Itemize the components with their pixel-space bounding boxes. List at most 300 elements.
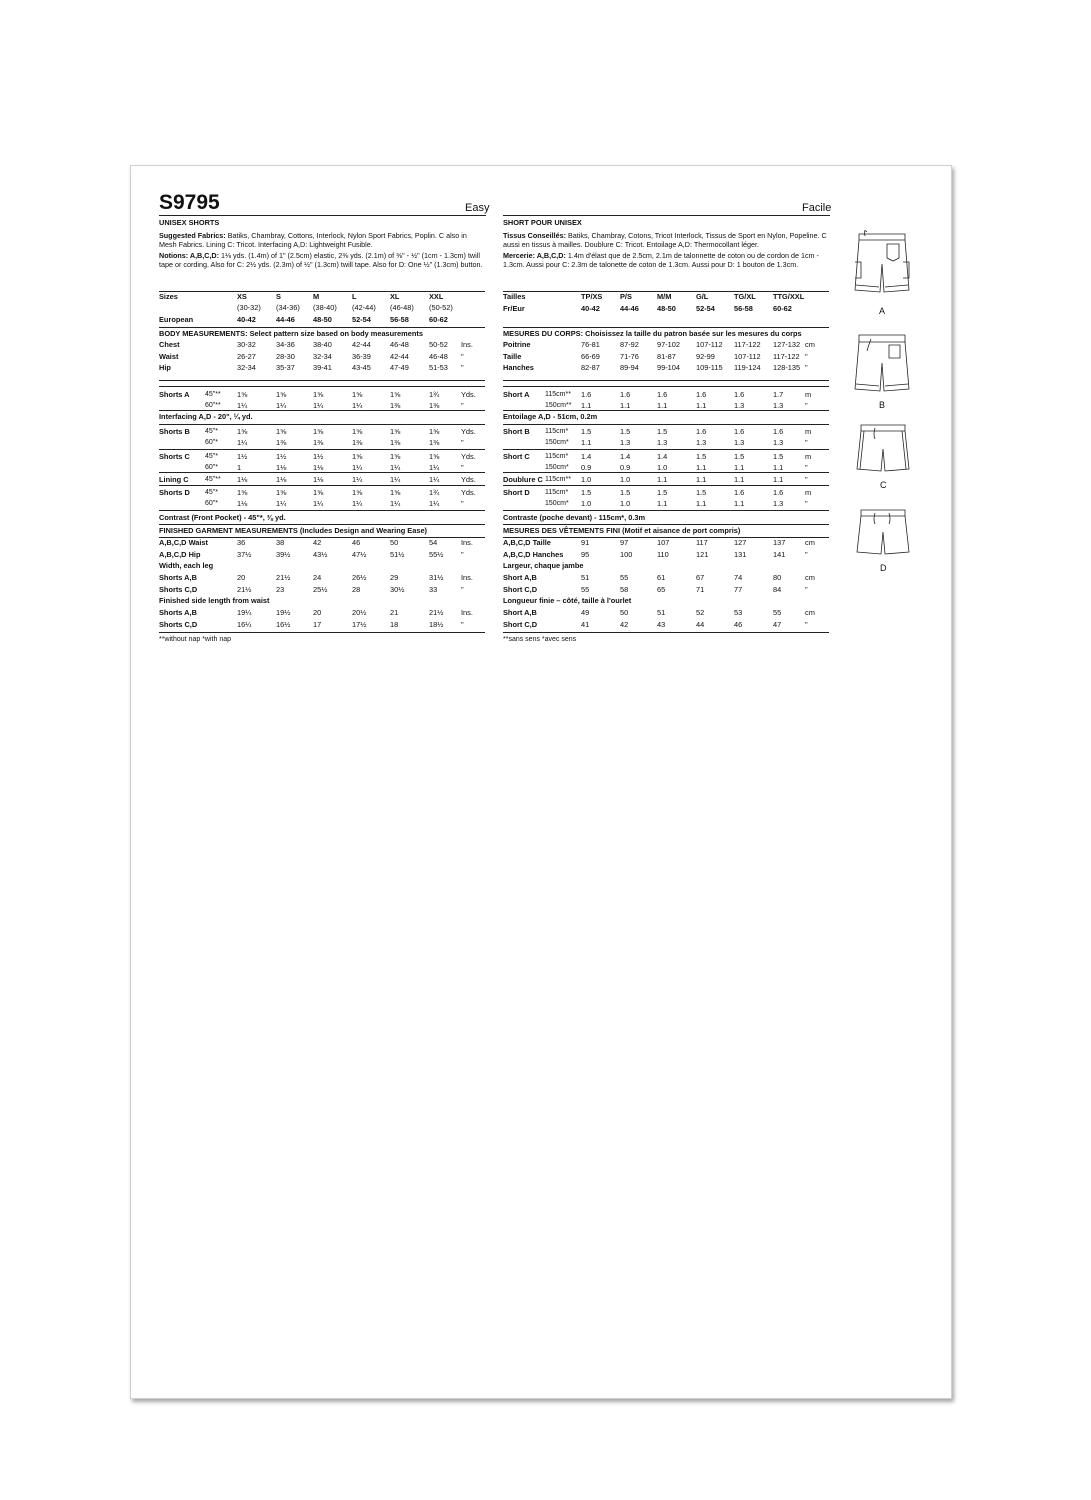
table-cell: 21½ <box>429 608 444 617</box>
table-rule <box>503 472 829 473</box>
fabrics-text-en: Batiks, Chambray, Cottons, Interlock, Nylon Sport Fabrics, Poplin. C also in Mesh Fabrics. Lining C: Tricot. Interfacing A,D: Lightweight Fusible. <box>159 231 467 249</box>
unit-cell: m <box>805 390 812 399</box>
table-cell: 1.1 <box>657 475 668 484</box>
table-cell: 1¼ <box>352 499 363 508</box>
table-cell: 0.9 <box>620 463 631 472</box>
finished-row-label: A,B,C,D Hip <box>159 550 201 559</box>
notions-en <box>159 252 485 270</box>
unit-cell: " <box>461 438 464 447</box>
table-cell: 74 <box>734 573 743 582</box>
table-cell: 21 <box>390 608 399 617</box>
yardage-row-label: Short D <box>503 488 530 497</box>
table-cell: 1.1 <box>696 499 707 508</box>
body-row-label: Poitrine <box>503 340 531 349</box>
unit-cell: " <box>805 401 808 410</box>
table-cell: 1⅝ <box>390 452 401 461</box>
notions-fr <box>503 252 831 270</box>
table-cell: 1⅝ <box>390 488 401 497</box>
body-measurements-heading: BODY MEASUREMENTS: Select pattern size based on body measurements <box>159 329 423 338</box>
table-cell: 66-69 <box>581 351 600 361</box>
table-cell: 1.3 <box>620 438 631 447</box>
unit-cell: " <box>461 585 464 594</box>
table-cell: 1¾ <box>429 390 440 399</box>
table-cell: 42 <box>620 620 629 629</box>
table-cell: 50 <box>620 608 629 617</box>
table-cell: 1¼ <box>276 499 287 508</box>
table-rule <box>159 510 485 511</box>
fabric-width: 45"* <box>205 489 218 496</box>
table-cell: 117-122 <box>773 351 800 361</box>
body-row-label: Taille <box>503 351 522 361</box>
table-cell: 1¼ <box>390 475 401 484</box>
unit-cell: Yds. <box>461 475 476 484</box>
finished-row-label: Width, each leg <box>159 561 214 570</box>
table-cell: 47 <box>773 620 782 629</box>
table-cell: 1⅝ <box>276 427 287 436</box>
size-header: XS <box>237 292 247 301</box>
view-c <box>855 421 911 490</box>
yardage-row-label: Doublure C <box>503 475 543 484</box>
size-header: XL <box>390 292 400 301</box>
table-rule <box>159 386 485 387</box>
table-cell: 1.6 <box>734 488 745 497</box>
unit-cell: " <box>461 620 464 629</box>
table-cell: 28 <box>352 585 361 594</box>
size-header: M/M <box>657 292 672 301</box>
euro-label: Fr/Eur <box>503 304 525 313</box>
table-cell: 1.3 <box>696 438 707 447</box>
table-cell: 1.7 <box>773 390 784 399</box>
size-header: TTG/XXL <box>773 292 805 301</box>
finished-row-label: Longueur finie – côté, taille à l'ourlet <box>503 596 632 605</box>
table-cell: 1.1 <box>581 401 592 410</box>
table-cell: 1½ <box>237 452 248 461</box>
garment-title-fr: SHORT POUR UNISEX <box>503 218 582 227</box>
table-cell: 51-53 <box>429 363 448 372</box>
view-d <box>855 506 911 573</box>
table-cell: 1⅝ <box>429 427 440 436</box>
table-cell: 1.6 <box>773 488 784 497</box>
table-cell: 1.1 <box>657 499 668 508</box>
table-cell: 29 <box>390 573 399 582</box>
fabric-width: 60"* <box>205 464 218 471</box>
table-cell: 1.5 <box>657 488 668 497</box>
fabric-width: 150cm** <box>545 402 572 409</box>
table-rule <box>159 380 485 381</box>
table-cell: 97-102 <box>657 340 681 349</box>
table-cell: 1⅝ <box>352 390 363 399</box>
table-cell: 1⅜ <box>276 438 287 447</box>
unit-cell: m <box>805 452 812 461</box>
table-rule <box>159 632 485 633</box>
table-cell: 1¼ <box>313 401 324 410</box>
table-rule <box>159 327 485 328</box>
table-rule <box>503 327 829 328</box>
sizes-label: Sizes <box>159 292 178 301</box>
table-cell: 1¾ <box>429 488 440 497</box>
table-cell: 23 <box>276 585 285 594</box>
euro-size: 56-58 <box>734 304 753 313</box>
table-cell: 36 <box>237 538 246 547</box>
sizes-label: Tailles <box>503 292 526 301</box>
table-cell: 18 <box>390 620 399 629</box>
table-cell: 16½ <box>276 620 291 629</box>
unit-cell: Yds. <box>461 488 476 497</box>
finished-row-label: Finished side length from waist <box>159 596 270 605</box>
table-cell: 1.3 <box>773 499 784 508</box>
table-cell: 119-124 <box>734 363 761 372</box>
nap-footnote: **sans sens *avec sens <box>503 636 577 643</box>
euro-size: 40-42 <box>237 315 256 324</box>
table-cell: 38-40 <box>313 340 332 349</box>
euro-size: 44-46 <box>276 315 295 324</box>
view-b <box>853 331 911 410</box>
table-cell: 1¼ <box>390 463 401 472</box>
unit-cell: Ins. <box>461 573 473 582</box>
euro-size: 56-58 <box>390 315 409 324</box>
finished-row-label: Shorts C,D <box>159 585 198 594</box>
table-cell: 1⅜ <box>352 438 363 447</box>
table-cell: 1.1 <box>696 463 707 472</box>
table-cell: 41 <box>581 620 590 629</box>
table-cell: 1⅝ <box>390 427 401 436</box>
fabric-width: 115cm** <box>545 391 571 398</box>
unit-cell: Ins. <box>461 538 473 547</box>
table-cell: 1.6 <box>620 390 631 399</box>
table-cell: 1.1 <box>773 463 784 472</box>
table-cell: 1½ <box>276 452 287 461</box>
table-rule <box>503 485 829 486</box>
table-cell: 1⅛ <box>237 499 248 508</box>
table-cell: 1.3 <box>773 401 784 410</box>
size-header: TP/XS <box>581 292 603 301</box>
table-cell: 87-92 <box>620 340 639 349</box>
table-cell: 44 <box>696 620 705 629</box>
table-cell: 35-37 <box>276 363 295 372</box>
table-cell: 55 <box>620 573 629 582</box>
unit-cell: Ins. <box>461 608 473 617</box>
notions-label-fr: Mercerie: A,B,C,D: <box>503 251 566 260</box>
table-rule <box>503 380 829 381</box>
unit-cell: " <box>461 550 464 559</box>
table-cell: 26½ <box>352 573 367 582</box>
table-cell: 51 <box>581 573 590 582</box>
size-header-alt: (42-44) <box>352 303 376 312</box>
table-rule <box>503 386 829 387</box>
yardage-row-label: Short B <box>503 427 530 436</box>
size-header-alt: (38-40) <box>313 303 337 312</box>
table-cell: 127-132 <box>773 340 801 349</box>
table-cell: 107 <box>657 538 670 547</box>
table-cell: 34-36 <box>276 340 295 349</box>
unit-cell: " <box>461 499 464 508</box>
table-cell: 1⅜ <box>390 438 401 447</box>
table-cell: 1⅝ <box>313 390 324 399</box>
finished-row-label: Shorts A,B <box>159 573 197 582</box>
table-cell: 1.6 <box>581 390 592 399</box>
table-cell: 55 <box>773 608 782 617</box>
table-cell: 19½ <box>276 608 291 617</box>
table-cell: 1⅝ <box>313 427 324 436</box>
table-cell: 55½ <box>429 550 444 559</box>
table-cell: 89-94 <box>620 363 639 372</box>
table-cell: 30½ <box>390 585 405 594</box>
table-rule <box>159 410 485 411</box>
finished-row-label: A,B,C,D Waist <box>159 538 208 547</box>
table-cell: 1¼ <box>352 463 363 472</box>
finished-row-label: A,B,C,D Hanches <box>503 550 564 559</box>
table-cell: 1⅛ <box>313 463 324 472</box>
table-cell: 20½ <box>352 608 367 617</box>
table-cell: 1.3 <box>734 438 745 447</box>
size-header: XXL <box>429 292 444 301</box>
unit-cell: cm <box>805 340 815 349</box>
unit-cell: " <box>805 438 808 447</box>
table-cell: 49 <box>581 608 590 617</box>
table-cell: 46-48 <box>429 351 448 361</box>
fabrics-label-en: Suggested Fabrics: <box>159 231 226 240</box>
table-cell: 82-87 <box>581 363 600 372</box>
table-cell: 1.5 <box>581 488 592 497</box>
table-cell: 42-44 <box>352 340 371 349</box>
fabric-width: 115cm** <box>545 476 571 483</box>
table-cell: 50 <box>390 538 399 547</box>
euro-size: 44-46 <box>620 304 639 313</box>
table-rule <box>503 410 829 411</box>
size-header: G/L <box>696 292 709 301</box>
table-cell: 1.5 <box>696 452 707 461</box>
body-measurements-heading: MESURES DU CORPS: Choisissez la taille du patron basée sur les mesures du corps <box>503 329 802 338</box>
table-cell: 33 <box>429 585 438 594</box>
table-cell: 1.5 <box>657 427 668 436</box>
size-header-alt: (46-48) <box>390 303 414 312</box>
table-cell: 52 <box>696 608 705 617</box>
view-a-letter: A <box>879 306 886 316</box>
unit-cell: " <box>805 620 808 629</box>
yardage-row-label: Lining C <box>159 475 189 484</box>
table-cell: 26-27 <box>237 351 256 361</box>
table-cell: 51½ <box>390 550 405 559</box>
shorts-plain-icon <box>855 506 911 561</box>
table-cell: 1.1 <box>581 438 592 447</box>
table-cell: 77 <box>734 585 743 594</box>
unit-cell: " <box>805 585 808 594</box>
finished-row-label: Short C,D <box>503 585 538 594</box>
finished-measurements-heading: FINISHED GARMENT MEASUREMENTS (Includes Design and Wearing Ease) <box>159 526 428 535</box>
body-row-label: Hanches <box>503 363 534 372</box>
table-cell: 28-30 <box>276 351 295 361</box>
contrast-line: Contraste (poche devant) - 115cm*, 0.3m <box>503 513 646 522</box>
table-cell: 61 <box>657 573 666 582</box>
table-cell: 19¼ <box>237 608 252 617</box>
table-cell: 76-81 <box>581 340 600 349</box>
table-cell: 67 <box>696 573 705 582</box>
table-rule <box>159 524 485 525</box>
table-cell: 1.1 <box>734 475 745 484</box>
table-cell: 141 <box>773 550 786 559</box>
table-cell: 1.6 <box>657 390 668 399</box>
table-cell: 1¼ <box>429 475 440 484</box>
fabric-width: 115cm* <box>545 453 569 460</box>
table-cell: 20 <box>237 573 246 582</box>
unit-cell: Yds. <box>461 390 476 399</box>
table-cell: 39½ <box>276 550 291 559</box>
table-cell: 16¼ <box>237 620 252 629</box>
table-cell: 50-52 <box>429 340 448 349</box>
unit-cell: " <box>461 351 464 361</box>
table-cell: 32-34 <box>313 351 332 361</box>
fabric-width: 115cm* <box>545 428 569 435</box>
table-cell: 71 <box>696 585 705 594</box>
unit-cell: " <box>805 499 808 508</box>
table-cell: 137 <box>773 538 786 547</box>
yardage-row-label: Short A <box>503 390 530 399</box>
yardage-row-label: Interfacing A,D - 20", ¼ yd. <box>159 412 253 421</box>
table-cell: 1.5 <box>620 427 631 436</box>
table-cell: 128-135 <box>773 363 801 372</box>
fabric-width: 45"* <box>205 453 218 460</box>
yardage-row-label: Entoilage A,D - 51cm, 0.2m <box>503 412 598 421</box>
table-cell: 1⅝ <box>276 390 287 399</box>
fabric-width: 45"* <box>205 428 218 435</box>
table-cell: 25½ <box>313 585 328 594</box>
table-cell: 1¼ <box>276 401 287 410</box>
fabric-width: 150cm* <box>545 500 569 507</box>
shorts-cargo-pocket-icon <box>853 228 911 300</box>
table-cell: 1.0 <box>620 475 631 484</box>
table-cell: 1⅝ <box>313 488 324 497</box>
unit-cell: " <box>805 463 808 472</box>
euro-size: 52-54 <box>696 304 715 313</box>
table-cell: 1.4 <box>620 452 631 461</box>
table-cell: 1⅜ <box>429 438 440 447</box>
table-cell: 1⅛ <box>313 475 324 484</box>
table-cell: 65 <box>657 585 666 594</box>
size-header: L <box>352 292 357 301</box>
size-header: S <box>276 292 281 301</box>
table-cell: 1.1 <box>657 401 668 410</box>
table-cell: 109-115 <box>696 363 723 372</box>
table-cell: 1.1 <box>696 401 707 410</box>
fabrics-text-fr: Batiks, Chambray, Cotons, Tricot Interlock, Tissus de Sport en Nylon, Popeline. C aussi en tissus à mailles. Doublure C: Tricot. Entoilage A,D: Thermocollant léger. <box>503 231 827 249</box>
table-cell: 1.0 <box>620 499 631 508</box>
finished-row-label: Short A,B <box>503 573 537 582</box>
shorts-back-pocket-icon <box>853 331 911 397</box>
yardage-row-label: Shorts B <box>159 427 190 436</box>
unit-cell: m <box>805 488 812 497</box>
yardage-row-label: Shorts D <box>159 488 190 497</box>
table-cell: 51 <box>657 608 666 617</box>
table-cell: 1.1 <box>620 401 631 410</box>
table-cell: 39-41 <box>313 363 332 372</box>
yardage-row-label: Short C <box>503 452 530 461</box>
size-header: M <box>313 292 320 301</box>
euro-size: 60-62 <box>773 304 792 313</box>
unit-cell: cm <box>805 538 815 547</box>
table-cell: 1¼ <box>352 401 363 410</box>
notions-label-en: Notions: A,B,C,D: <box>159 251 220 260</box>
table-cell: 24 <box>313 573 322 582</box>
pattern-envelope-sheet <box>130 165 952 1399</box>
fabric-width: 60"* <box>205 439 218 446</box>
difficulty-fr: Facile <box>802 202 832 214</box>
table-cell: 80 <box>773 573 782 582</box>
finished-row-label: Largeur, chaque jambe <box>503 561 584 570</box>
euro-size: 60-62 <box>429 315 448 324</box>
size-header-alt: (50-52) <box>429 303 453 312</box>
table-cell: 1⅝ <box>429 452 440 461</box>
table-cell: 121 <box>696 550 709 559</box>
table-cell: 1⅜ <box>390 401 401 410</box>
table-cell: 1.6 <box>696 390 707 399</box>
table-cell: 43 <box>657 620 666 629</box>
finished-row-label: Short A,B <box>503 608 537 617</box>
table-cell: 1 <box>237 463 242 472</box>
unit-cell: Yds. <box>461 427 476 436</box>
fabrics-fr <box>503 232 831 250</box>
table-cell: 1.5 <box>581 427 592 436</box>
table-cell: 42-44 <box>390 351 409 361</box>
euro-label: European <box>159 315 194 324</box>
table-cell: 95 <box>581 550 590 559</box>
table-cell: 1½ <box>313 452 324 461</box>
table-cell: 1.3 <box>734 401 745 410</box>
table-cell: 18½ <box>429 620 444 629</box>
unit-cell: m <box>805 427 812 436</box>
fabric-width: 60"* <box>205 500 218 507</box>
table-cell: 1⅝ <box>237 390 248 399</box>
table-cell: 53 <box>734 608 743 617</box>
divider <box>503 215 830 216</box>
unit-cell: " <box>805 475 808 484</box>
table-cell: 17 <box>313 620 322 629</box>
table-cell: 1⅝ <box>237 427 248 436</box>
euro-size: 52-54 <box>352 315 371 324</box>
finished-row-label: A,B,C,D Taille <box>503 538 551 547</box>
table-cell: 47-49 <box>390 363 409 372</box>
view-a <box>853 228 911 316</box>
table-cell: 1.5 <box>696 488 707 497</box>
table-cell: 1.6 <box>696 427 707 436</box>
table-cell: 46 <box>734 620 743 629</box>
table-cell: 1.3 <box>773 438 784 447</box>
finished-row-label: Shorts C,D <box>159 620 198 629</box>
body-row-label: Waist <box>159 351 179 361</box>
fabric-width: 45"** <box>205 476 221 483</box>
table-cell: 100 <box>620 550 633 559</box>
table-cell: 1¼ <box>429 463 440 472</box>
table-cell: 58 <box>620 585 629 594</box>
table-cell: 37½ <box>237 550 252 559</box>
table-cell: 117 <box>696 538 708 547</box>
table-cell: 1.0 <box>581 475 592 484</box>
unit-cell: cm <box>805 573 815 582</box>
finished-row-label: Short C,D <box>503 620 538 629</box>
table-rule <box>503 524 829 525</box>
notions-text-fr: 1.4m d'élast que de 2.5cm, 2.1m de talonnette de coton ou de cordon de 1cm - 1.3cm. Aussi pour C: 2.3m de talonette de coton de 1.3cm. Aussi pour D: 1 bouton de 1.3cm. <box>503 251 819 269</box>
table-cell: 1⅛ <box>276 475 287 484</box>
table-cell: 1⅜ <box>429 401 440 410</box>
table-cell: 17½ <box>352 620 367 629</box>
table-cell: 43½ <box>313 550 328 559</box>
yardage-row-label: Shorts C <box>159 452 190 461</box>
table-cell: 71-76 <box>620 351 639 361</box>
unit-cell: cm <box>805 608 815 617</box>
table-cell: 1.1 <box>773 475 784 484</box>
euro-size: 48-50 <box>313 315 332 324</box>
unit-cell: " <box>805 351 808 361</box>
unit-cell: " <box>805 550 808 559</box>
